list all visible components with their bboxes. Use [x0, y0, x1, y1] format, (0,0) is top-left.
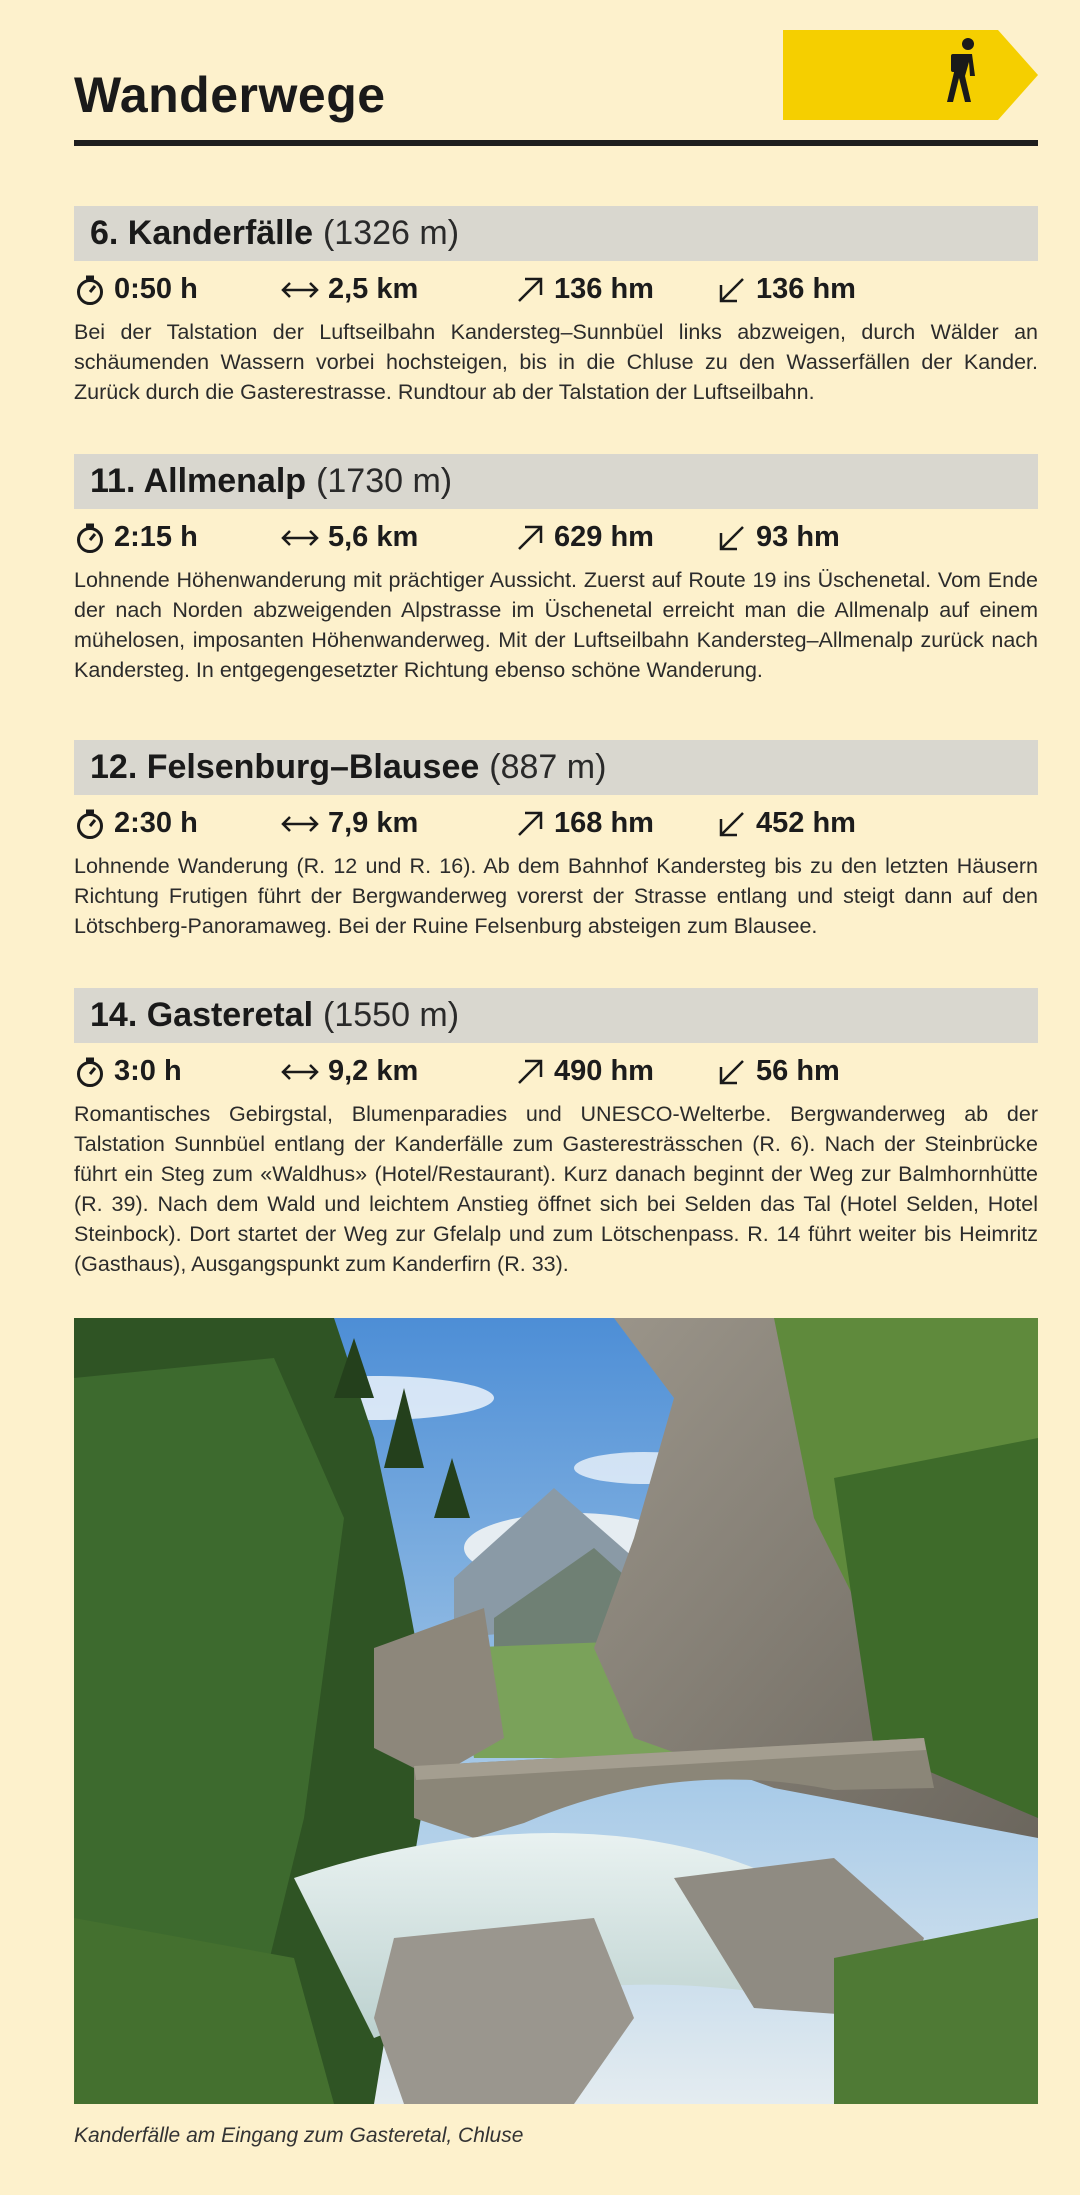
duration-value: 3:0 h [114, 1055, 182, 1087]
double-arrow-icon [280, 278, 320, 302]
stopwatch-icon [74, 274, 106, 306]
ascent-stat [514, 807, 654, 840]
distance-stat [280, 1055, 418, 1088]
distance-stat [280, 273, 418, 306]
distance-value: 5,6 km [328, 521, 419, 553]
stopwatch-icon [74, 1056, 106, 1088]
photo-caption: Kanderfälle am Eingang zum Gasteretal, Chluse [74, 2124, 524, 2147]
ascent-stat [514, 521, 654, 554]
route-heading [74, 206, 1038, 261]
route-section [74, 206, 1038, 407]
page-header [74, 0, 1038, 150]
route-name: 14. Gasteretal [90, 996, 314, 1034]
duration-value: 2:15 h [114, 521, 198, 553]
route-description: Romantisches Gebirgstal, Blumenparadies und UNESCO-Welterbe. Bergwanderweg ab der Talstation Sunnbüel entlang der Kanderfälle zum Gasteresträsschen (R. 6). Nach der Steinbrücke führt ein Steg zum «Waldhus» (Hotel/Restaurant). Kurz danach beginnt der Weg zur Balmhornhütte (R. 39). Nach dem Wald und leichtem Anstieg öffnet sich bei Selden das Tal (Hotel Selden, Hotel Steinbock). Dort startet der Weg zur Gfelalp und zum Lötschenpass. R. 14 führt weiter bis Heimritz (Gasthaus), Ausgangspunkt zum Kanderfirn (R. 33). [74, 1102, 1038, 1276]
double-arrow-icon [280, 1060, 320, 1084]
ascent-value: 629 hm [554, 521, 654, 553]
arrow-up-right-icon [514, 1056, 546, 1088]
double-arrow-icon [280, 526, 320, 550]
page-title: Wanderwege [74, 67, 386, 123]
arrow-up-right-icon [514, 522, 546, 554]
route-description: Bei der Talstation der Luftseilbahn Kandersteg–Sunnbüel links abzweigen, durch Wälder an schäumenden Wassern vorbei hochsteigen, bis in die Chluse zu den Wasserfällen der Kander. Zurück durch die Gasterestrasse. Rundtour ab der Talstation der Luftseilbahn. [74, 320, 1038, 404]
descent-value: 452 hm [756, 807, 856, 839]
route-stats [74, 1043, 1038, 1099]
duration-stat [74, 1055, 182, 1088]
route-name: 12. Felsenburg–Blausee [90, 748, 480, 786]
route-description: Lohnende Höhenwanderung mit prächtiger Aussicht. Zuerst auf Route 19 ins Üschenetal. Vom Ende der nach Norden abzweigenden Alpstrasse im Üschenetal erreicht man die Allmenalp auf einem mühelosen, imposanten Höhenwanderweg. Mit der Luftseilbahn Kandersteg–Allmenalp zurück nach Kandersteg. In entgegengesetzter Richtung ebenso schöne Wanderung. [74, 568, 1038, 682]
stopwatch-icon [74, 808, 106, 840]
duration-stat [74, 521, 198, 554]
descent-value: 56 hm [756, 1055, 840, 1087]
arrow-down-left-icon [716, 522, 748, 554]
descent-stat [716, 807, 856, 840]
route-section [74, 454, 1038, 685]
ascent-stat [514, 1055, 654, 1088]
descent-value: 93 hm [756, 521, 840, 553]
route-section [74, 740, 1038, 941]
header-rule [74, 140, 1038, 146]
distance-value: 2,5 km [328, 273, 419, 305]
descent-stat [716, 273, 856, 306]
route-stats [74, 509, 1038, 565]
stopwatch-icon [74, 522, 106, 554]
route-stats [74, 795, 1038, 851]
distance-stat [280, 807, 418, 840]
arrow-down-left-icon [716, 1056, 748, 1088]
descent-stat [716, 521, 840, 554]
distance-value: 7,9 km [328, 807, 419, 839]
descent-stat [716, 1055, 840, 1088]
arrow-up-right-icon [514, 274, 546, 306]
route-description: Lohnende Wanderung (R. 12 und R. 16). Ab dem Bahnhof Kandersteg bis zu den letzten Häusern Richtung Frutigen führt der Bergwanderweg vorerst der Strasse entlang und steigt dann auf den Lötschberg-Panoramaweg. Bei der Ruine Felsenburg absteigen zum Blausee. [74, 854, 1038, 938]
route-name: 11. Allmenalp [90, 462, 307, 500]
route-heading [74, 740, 1038, 795]
duration-stat [74, 273, 198, 306]
route-name: 6. Kanderfälle [90, 214, 313, 252]
double-arrow-icon [280, 812, 320, 836]
descent-value: 136 hm [756, 273, 856, 305]
distance-stat [280, 521, 418, 554]
route-altitude: (1326 m) [322, 214, 460, 252]
distance-value: 9,2 km [328, 1055, 419, 1087]
arrow-down-left-icon [716, 808, 748, 840]
ascent-value: 136 hm [554, 273, 654, 305]
duration-value: 2:30 h [114, 807, 198, 839]
ascent-value: 168 hm [554, 807, 654, 839]
duration-stat [74, 807, 198, 840]
arrow-up-right-icon [514, 808, 546, 840]
arrow-down-left-icon [716, 274, 748, 306]
duration-value: 0:50 h [114, 273, 198, 305]
route-altitude: (887 m) [489, 748, 607, 786]
gorge-photo [74, 1318, 1038, 2104]
ascent-value: 490 hm [554, 1055, 654, 1087]
route-altitude: (1550 m) [323, 996, 460, 1034]
ascent-stat [514, 273, 654, 306]
route-stats [74, 261, 1038, 317]
route-heading [74, 988, 1038, 1043]
route-heading [74, 454, 1038, 509]
route-section [74, 988, 1038, 1279]
hiker-icon [783, 30, 1038, 120]
route-altitude: (1730 m) [316, 462, 453, 500]
